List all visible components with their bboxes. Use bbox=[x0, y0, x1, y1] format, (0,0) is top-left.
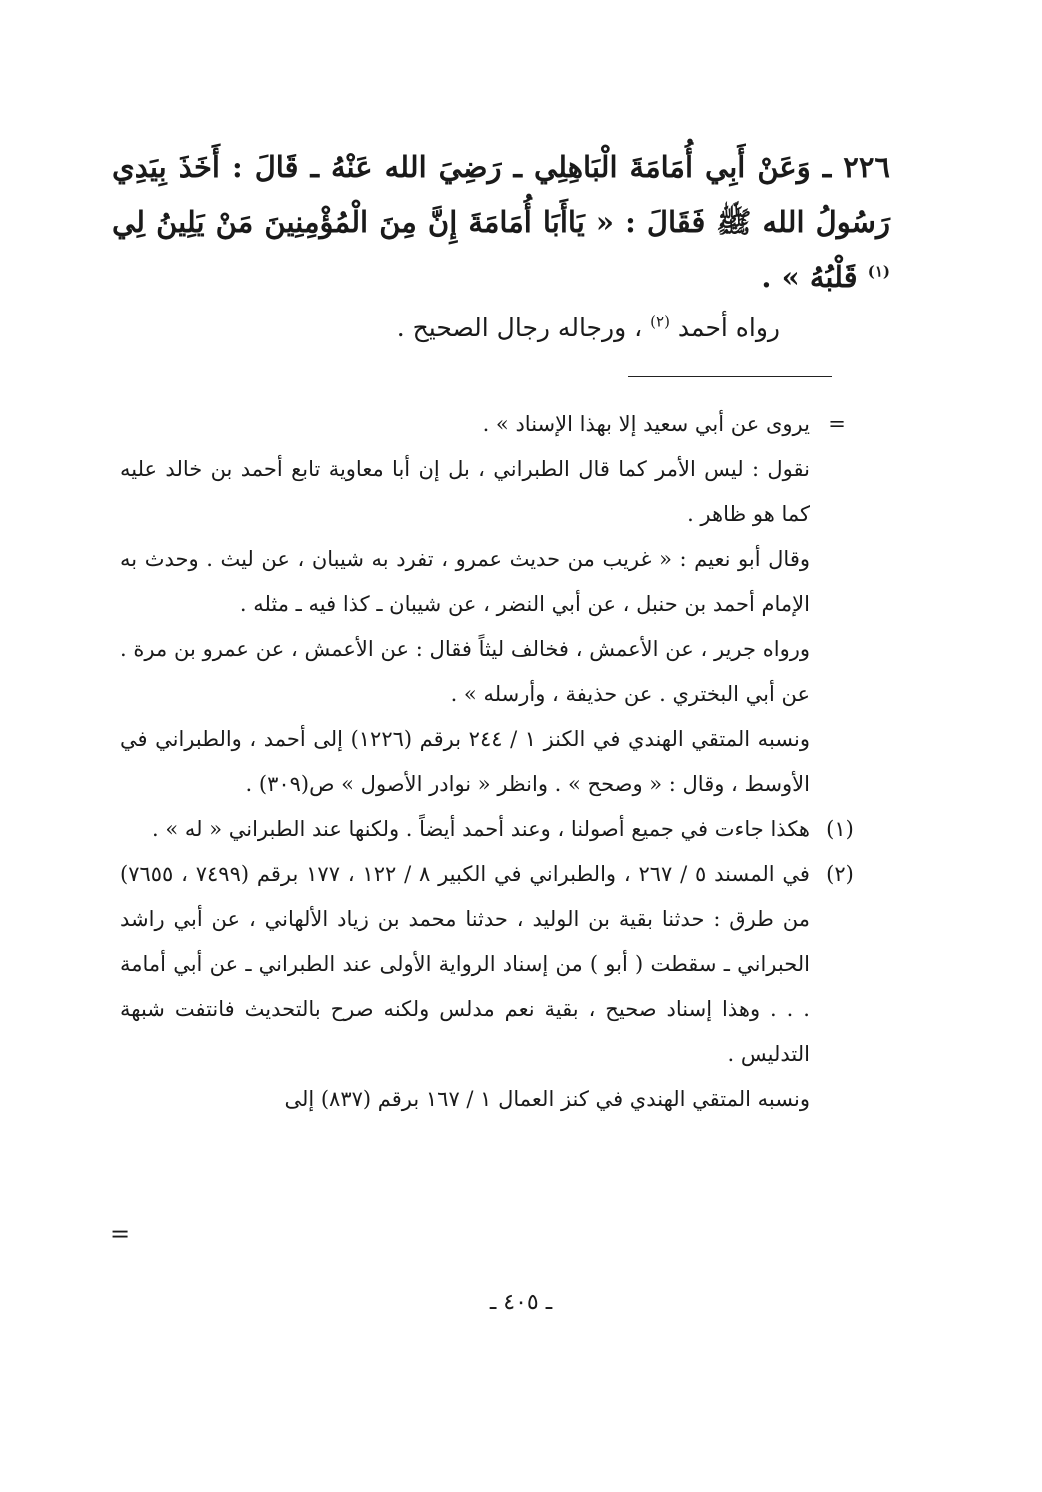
footnote-1-text: هكذا جاءت في جميع أصولنا ، وعند أحمد أيضاً . ولكنها عند الطبراني « له » . bbox=[152, 817, 810, 841]
footnote-1-number: (١) bbox=[826, 817, 854, 841]
footnote-2-text: في المسند ٥ / ٢٦٧ ، والطبراني في الكبير ٨ / ١٢٢ ، ١٧٧ برقم (٧٤٩٩ ، ٧٦٥٥) من طرق : حدثنا بقية بن الوليد ، حدثنا محمد بن زياد الألهاني ، عن أبي راشد الحبراني ـ سقطت ( أبو ) من إسناد الرواية الأولى عند الطبراني ـ عن أبي أمامة . . . وهذا إسناد صحيح ، بقية نعم مدلس ولكنه صرح بالتحديث فانتفت شبهة التدليس . bbox=[120, 862, 810, 1066]
hadith-text bbox=[112, 140, 890, 305]
footnote-continuation-line: وقال أبو نعيم : « غريب من حديث عمرو ، تفرد به شيبان ، عن ليث . وحدث به الإمام أحمد بن حنبل ، عن أبي النضر ، عن شيبان ـ كذا فيه ـ مثله . bbox=[120, 547, 810, 616]
footnote-divider bbox=[628, 376, 832, 377]
footnote-continuation-line: ورواه جرير ، عن الأعمش ، فخالف ليثاً فقال : عن الأعمش ، عن عمرو بن مرة . عن أبي البختري . عن حذيفة ، وأرسله » . bbox=[120, 637, 810, 706]
footnote-last-line: ونسبه المتقي الهندي في كنز العمال ١ / ١٦٧ برقم (٨٣٧) إلى bbox=[284, 1087, 810, 1111]
footnotes bbox=[120, 402, 854, 1122]
footnote-2-number: (٢) bbox=[826, 862, 854, 886]
source-text: رواه أحمد bbox=[677, 313, 780, 342]
hadith-text-end: قَلْبُهُ » . bbox=[761, 260, 858, 294]
continuation-marker: = bbox=[828, 412, 846, 436]
footnote-1 bbox=[120, 807, 854, 852]
footnote-continuation-line: نقول : ليس الأمر كما قال الطبراني ، بل إن أبا معاوية تابع أحمد بن خالد عليه كما هو ظاهر . bbox=[120, 457, 810, 526]
footnote-continuation-line: يروى عن أبي سعيد إلا بهذا الإسناد » . bbox=[482, 412, 810, 436]
continues-marker: = bbox=[110, 1220, 131, 1248]
footnote-ref-2[interactable]: (٢) bbox=[650, 312, 670, 331]
footnote-2 bbox=[120, 852, 854, 1077]
hadith-source bbox=[300, 308, 780, 348]
footnote-continuation-line: ونسبه المتقي الهندي في الكنز ١ / ٢٤٤ برقم (١٢٢٦) إلى أحمد ، والطبراني في الأوسط ، وقال : « وصحح » . وانظر « نوادر الأصول » ص(٣٠٩) . bbox=[120, 727, 810, 796]
page-number: ـ ٤٠٥ ـ bbox=[489, 1290, 553, 1315]
hadith-paragraph bbox=[112, 140, 890, 305]
source-text-end: ، ورجاله رجال الصحيح . bbox=[396, 313, 643, 342]
hadith-text-body: ٢٢٦ ـ وَعَنْ أَبِي أُمَامَةَ الْبَاهِلِي ـ رَضِيَ الله عَنْهُ ـ قَالَ : أَخَذَ بِيَدِي رَسُولُ الله ﷺ فَقَالَ : « يَاأَبَا أُمَامَةَ إِنَّ مِنَ الْمُؤْمِنِينَ مَنْ يَلِينُ لِي bbox=[112, 150, 890, 239]
footnote-ref-1[interactable]: (١) bbox=[867, 262, 890, 281]
